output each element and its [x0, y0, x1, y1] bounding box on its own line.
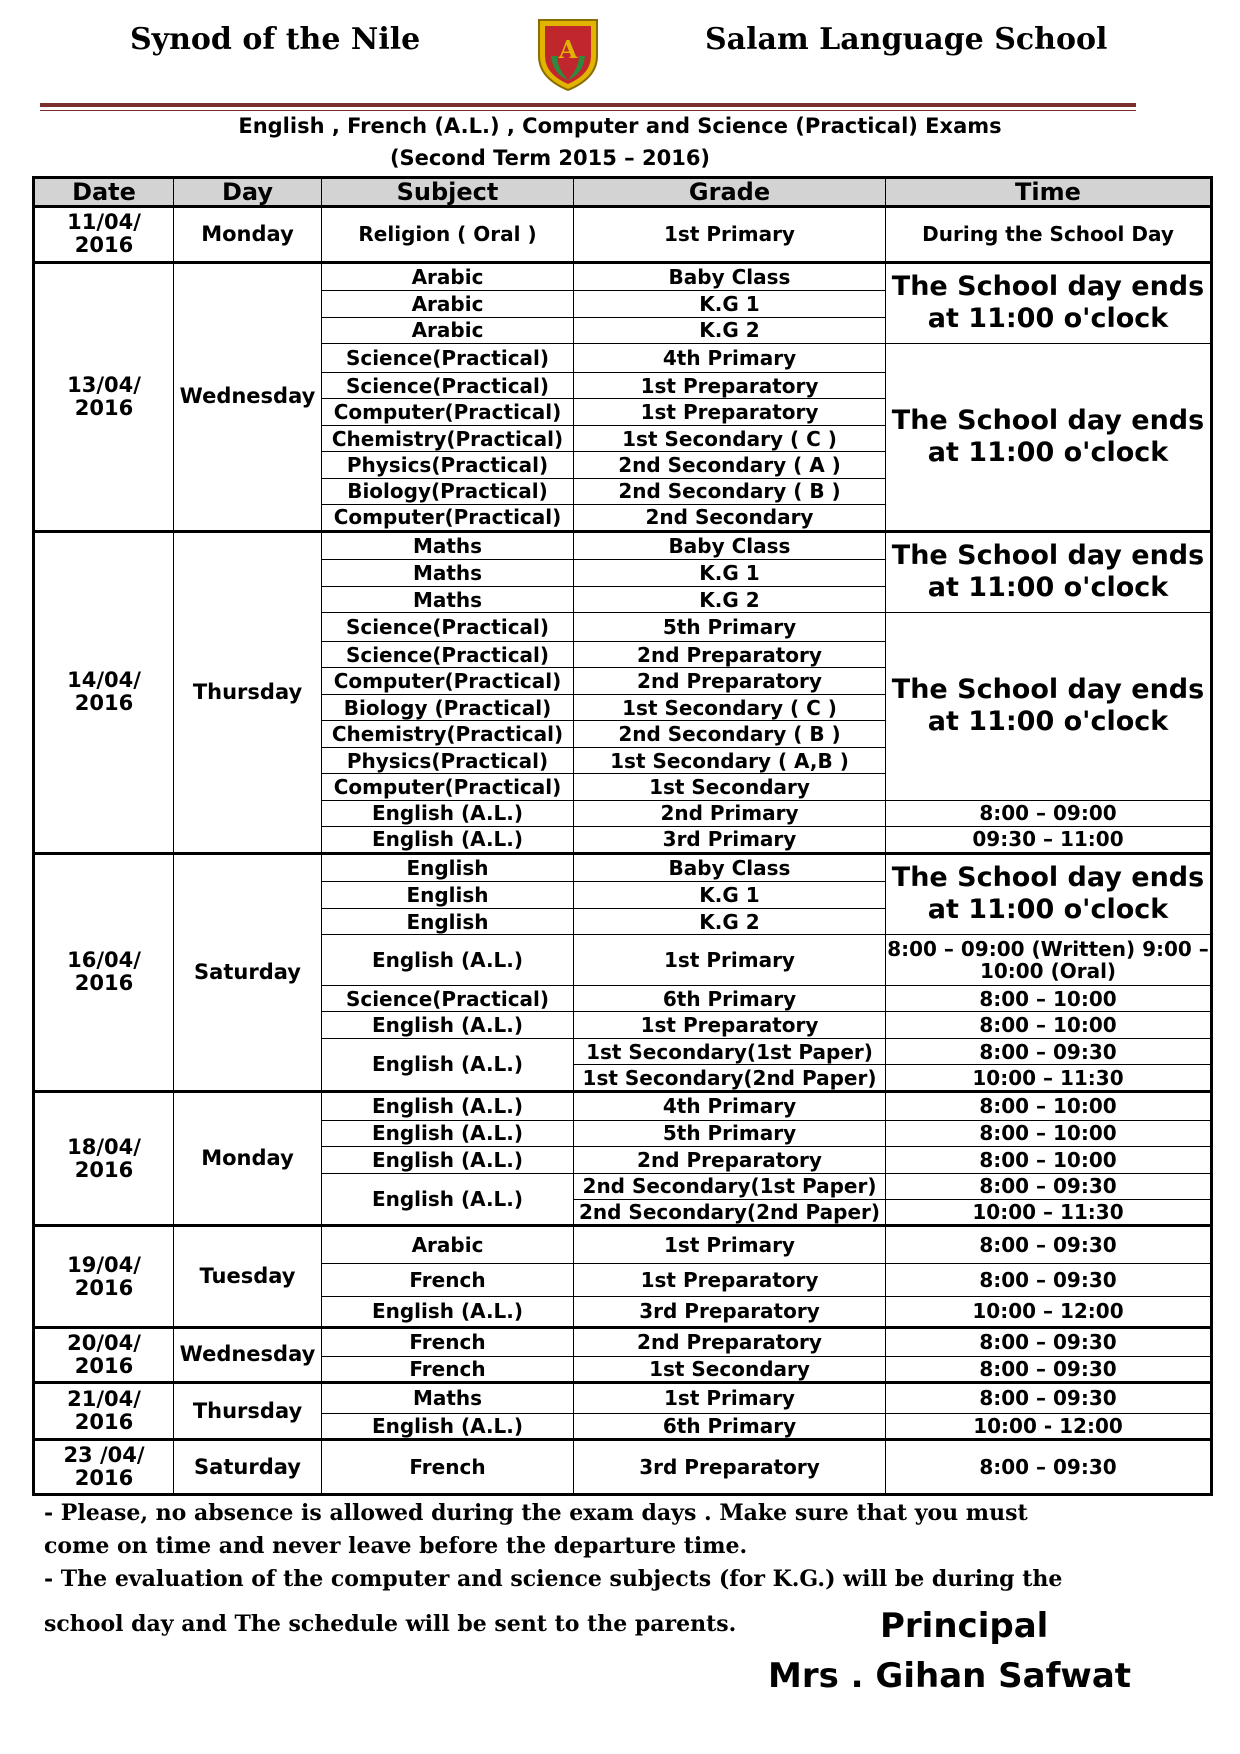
grade-cell: Baby Class — [574, 531, 886, 560]
time-cell: 8:00 – 09:30 — [886, 1327, 1212, 1356]
date-cell: 19/04/ 2016 — [34, 1226, 174, 1327]
table-row — [34, 1226, 1212, 1264]
table-row — [34, 1440, 1212, 1495]
day-cell: Wednesday — [174, 1327, 322, 1382]
school-crest-logo — [533, 16, 603, 92]
date-cell: 23 /04/ 2016 — [34, 1440, 174, 1495]
school-name: Salam Language School — [705, 22, 1108, 57]
subject-cell: French — [322, 1263, 574, 1296]
time-cell: 8:00 – 09:30 — [886, 1356, 1212, 1382]
grade-cell: K.G 2 — [574, 908, 886, 934]
grade-cell: 3rd Preparatory — [574, 1297, 886, 1328]
subject-cell: English (A.L.) — [322, 800, 574, 826]
time-cell: 8:00 – 09:00 (Written) 9:00 – 10:00 (Oral) — [886, 935, 1212, 986]
subject-cell: Science(Practical) — [322, 372, 574, 398]
signature-name: Mrs . Gihan Safwat — [768, 1656, 1132, 1696]
subject-cell: Maths — [322, 1383, 574, 1414]
subject-cell: Arabic — [322, 1226, 574, 1264]
time-cell: 10:00 – 11:30 — [886, 1065, 1212, 1091]
subject-cell: Maths — [322, 531, 574, 560]
time-cell: 8:00 – 09:30 — [886, 1383, 1212, 1414]
subject-cell: Arabic — [322, 291, 574, 317]
table-row — [34, 262, 1212, 291]
grade-cell: 1st Primary — [574, 1226, 886, 1264]
date-cell: 13/04/ 2016 — [34, 262, 174, 531]
day-cell: Thursday — [174, 531, 322, 853]
subject-cell: Biology (Practical) — [322, 694, 574, 720]
subject-cell: Chemistry(Practical) — [322, 425, 574, 451]
day-cell: Saturday — [174, 1440, 322, 1495]
grade-cell: 1st Secondary — [574, 1356, 886, 1382]
subject-cell: Science(Practical) — [322, 986, 574, 1012]
time-cell: The School day ends at 11:00 o'clock — [886, 344, 1212, 531]
time-cell: 10:00 - 12:00 — [886, 1413, 1212, 1439]
exam-title: English , French (A.L.) , Computer and Science (Practical) Exams — [238, 114, 1002, 138]
grade-cell: 5th Primary — [574, 1120, 886, 1146]
date-cell: 16/04/ 2016 — [34, 853, 174, 1091]
grade-cell: 1st Primary — [574, 1383, 886, 1414]
grade-cell: 1st Secondary ( A,B ) — [574, 747, 886, 773]
grade-cell: 1st Secondary ( C ) — [574, 694, 886, 720]
date-cell: 14/04/ 2016 — [34, 531, 174, 853]
time-cell: 8:00 – 09:00 — [886, 800, 1212, 826]
grade-cell: Baby Class — [574, 853, 886, 882]
time-cell: The School day ends at 11:00 o'clock — [886, 853, 1212, 935]
grade-cell: 2nd Secondary(1st Paper) — [574, 1173, 886, 1199]
subject-cell: Maths — [322, 560, 574, 586]
subject-cell: Computer(Practical) — [322, 668, 574, 694]
signature-title: Principal — [880, 1606, 1049, 1646]
day-cell: Saturday — [174, 853, 322, 1091]
time-cell: 8:00 – 09:30 — [886, 1173, 1212, 1199]
table-row — [34, 853, 1212, 882]
header-rule — [40, 103, 1136, 107]
date-cell: 18/04/ 2016 — [34, 1091, 174, 1226]
grade-cell: K.G 1 — [574, 882, 886, 908]
time-cell: 8:00 – 10:00 — [886, 1120, 1212, 1146]
subject-cell: English (A.L.) — [322, 1120, 574, 1146]
table-header-row — [34, 178, 1212, 207]
term-title: (Second Term 2015 – 2016) — [389, 146, 711, 170]
grade-cell: 1st Secondary — [574, 774, 886, 800]
grade-cell: 1st Preparatory — [574, 1263, 886, 1296]
grade-cell: 1st Preparatory — [574, 399, 886, 425]
time-cell: 8:00 – 10:00 — [886, 1147, 1212, 1173]
time-cell: 8:00 – 09:30 — [886, 1263, 1212, 1296]
subject-cell: English (A.L.) — [322, 1147, 574, 1173]
grade-cell: 3rd Preparatory — [574, 1440, 886, 1495]
grade-cell: 1st Secondary(2nd Paper) — [574, 1065, 886, 1091]
grade-cell: 2nd Preparatory — [574, 1147, 886, 1173]
time-cell: The School day ends at 11:00 o'clock — [886, 262, 1212, 344]
grade-cell: 2nd Secondary ( B ) — [574, 721, 886, 747]
grade-cell: 6th Primary — [574, 1413, 886, 1439]
grade-cell: 1st Primary — [574, 935, 886, 986]
table-row — [34, 1383, 1212, 1414]
column-header-time: Time — [886, 178, 1212, 207]
grade-cell: K.G 1 — [574, 560, 886, 586]
subject-cell: French — [322, 1440, 574, 1495]
subject-cell: Science(Practical) — [322, 344, 574, 373]
subject-cell: English (A.L.) — [322, 935, 574, 986]
day-cell: Monday — [174, 1091, 322, 1226]
time-cell: 8:00 – 10:00 — [886, 1091, 1212, 1120]
grade-cell: 6th Primary — [574, 986, 886, 1012]
grade-cell: 2nd Secondary — [574, 505, 886, 531]
subject-cell: English — [322, 882, 574, 908]
subject-cell: Computer(Practical) — [322, 399, 574, 425]
subject-cell: French — [322, 1356, 574, 1382]
column-header-grade: Grade — [574, 178, 886, 207]
grade-cell: 1st Preparatory — [574, 372, 886, 398]
grade-cell: 4th Primary — [574, 344, 886, 373]
grade-cell: 2nd Secondary ( B ) — [574, 478, 886, 504]
note-line-2: come on time and never leave before the departure time. — [44, 1533, 748, 1559]
time-cell: The School day ends at 11:00 o'clock — [886, 613, 1212, 800]
note-line-4: school day and The schedule will be sent to the parents. — [44, 1611, 737, 1637]
grade-cell: 2nd Secondary ( A ) — [574, 452, 886, 478]
date-cell: 11/04/ 2016 — [34, 207, 174, 262]
subject-cell: Computer(Practical) — [322, 774, 574, 800]
grade-cell: 5th Primary — [574, 613, 886, 642]
table-row — [34, 1091, 1212, 1120]
time-cell: 8:00 – 09:30 — [886, 1226, 1212, 1264]
grade-cell: K.G 2 — [574, 586, 886, 612]
day-cell: Wednesday — [174, 262, 322, 531]
grade-cell: 2nd Secondary(2nd Paper) — [574, 1199, 886, 1225]
subject-cell: Physics(Practical) — [322, 747, 574, 773]
subject-cell: English (A.L.) — [322, 1012, 574, 1038]
time-cell: 8:00 – 09:30 — [886, 1038, 1212, 1064]
subject-cell: Computer(Practical) — [322, 505, 574, 531]
grade-cell: 2nd Preparatory — [574, 668, 886, 694]
note-line-3: - The evaluation of the computer and science subjects (for K.G.) will be during the — [44, 1566, 1063, 1592]
grade-cell: 4th Primary — [574, 1091, 886, 1120]
svg-text:A: A — [558, 35, 578, 64]
time-cell: 8:00 – 09:30 — [886, 1440, 1212, 1495]
time-cell: 09:30 – 11:00 — [886, 827, 1212, 853]
subject-cell: French — [322, 1327, 574, 1356]
subject-cell: Science(Practical) — [322, 641, 574, 667]
column-header-subject: Subject — [322, 178, 574, 207]
time-cell: 10:00 – 12:00 — [886, 1297, 1212, 1328]
subject-cell: English (A.L.) — [322, 1038, 574, 1091]
time-cell: 8:00 – 10:00 — [886, 986, 1212, 1012]
subject-cell: Science(Practical) — [322, 613, 574, 642]
grade-cell: 1st Secondary ( C ) — [574, 425, 886, 451]
subject-cell: Religion ( Oral ) — [322, 207, 574, 262]
subject-cell: Chemistry(Practical) — [322, 721, 574, 747]
note-line-1: - Please, no absence is allowed during the exam days . Make sure that you must — [44, 1500, 1028, 1526]
grade-cell: 2nd Primary — [574, 800, 886, 826]
header-rule-thin — [40, 110, 1136, 111]
subject-cell: English (A.L.) — [322, 1297, 574, 1328]
date-cell: 20/04/ 2016 — [34, 1327, 174, 1382]
subject-cell: English (A.L.) — [322, 827, 574, 853]
grade-cell: 1st Primary — [574, 207, 886, 262]
table-row — [34, 531, 1212, 560]
table-row — [34, 1327, 1212, 1356]
grade-cell: 1st Secondary(1st Paper) — [574, 1038, 886, 1064]
subject-cell: Physics(Practical) — [322, 452, 574, 478]
exam-schedule-table — [32, 176, 1213, 1496]
grade-cell: 2nd Preparatory — [574, 1327, 886, 1356]
table-row — [34, 207, 1212, 262]
grade-cell: K.G 1 — [574, 291, 886, 317]
subject-cell: English (A.L.) — [322, 1173, 574, 1226]
subject-cell: Biology(Practical) — [322, 478, 574, 504]
day-cell: Monday — [174, 207, 322, 262]
grade-cell: 2nd Preparatory — [574, 641, 886, 667]
grade-cell: 1st Preparatory — [574, 1012, 886, 1038]
day-cell: Thursday — [174, 1383, 322, 1440]
column-header-date: Date — [34, 178, 174, 207]
synod-name: Synod of the Nile — [130, 22, 421, 57]
time-cell: The School day ends at 11:00 o'clock — [886, 531, 1212, 613]
time-cell: During the School Day — [886, 207, 1212, 262]
column-header-day: Day — [174, 178, 322, 207]
subject-cell: Arabic — [322, 317, 574, 343]
subject-cell: Maths — [322, 586, 574, 612]
grade-cell: Baby Class — [574, 262, 886, 291]
day-cell: Tuesday — [174, 1226, 322, 1327]
time-cell: 10:00 – 11:30 — [886, 1199, 1212, 1225]
grade-cell: K.G 2 — [574, 317, 886, 343]
subject-cell: English (A.L.) — [322, 1413, 574, 1439]
date-cell: 21/04/ 2016 — [34, 1383, 174, 1440]
subject-cell: Arabic — [322, 262, 574, 291]
time-cell: 8:00 – 10:00 — [886, 1012, 1212, 1038]
subject-cell: English — [322, 853, 574, 882]
subject-cell: English — [322, 908, 574, 934]
subject-cell: English (A.L.) — [322, 1091, 574, 1120]
grade-cell: 3rd Primary — [574, 827, 886, 853]
